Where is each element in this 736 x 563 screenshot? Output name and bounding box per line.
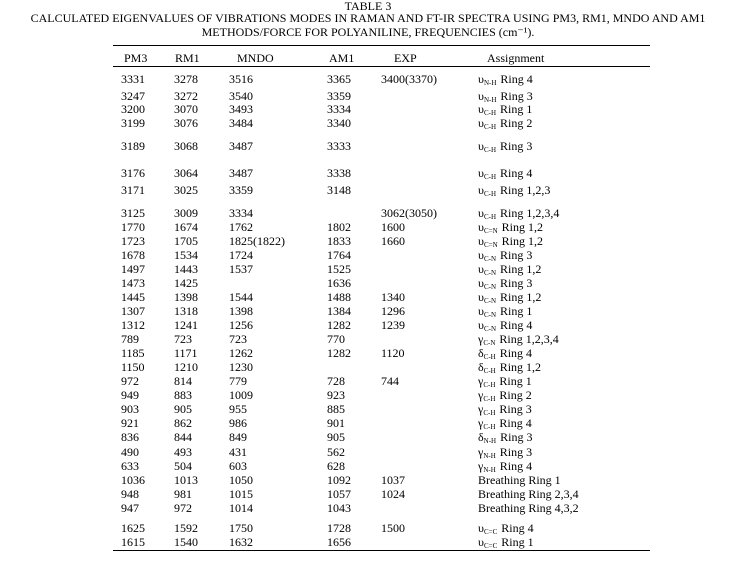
am1-value: 3148 xyxy=(327,183,351,197)
table-row xyxy=(0,417,736,429)
mndo-value: 1015 xyxy=(229,487,253,501)
mode-symbol: γ xyxy=(478,416,484,430)
pm3-value: 921 xyxy=(121,416,139,430)
am1-value: 728 xyxy=(327,374,345,388)
table-row xyxy=(0,277,736,289)
bond-subscript: C-N xyxy=(483,325,497,333)
assignment xyxy=(478,488,579,500)
am1-value: 1764 xyxy=(327,248,351,262)
rm1-value: 981 xyxy=(174,487,192,501)
mode-symbol: υ xyxy=(478,290,484,304)
mndo-value: 1544 xyxy=(229,290,253,304)
pm3-value: 633 xyxy=(121,459,139,473)
mndo-value: 1825(1822) xyxy=(229,234,285,248)
pm3-value: 3331 xyxy=(121,72,145,86)
header-mndo: MNDO xyxy=(237,51,274,65)
rm1-value: 3272 xyxy=(174,89,198,103)
pm3-value: 3171 xyxy=(121,183,145,197)
mode-symbol: υ xyxy=(478,304,484,318)
mode-symbol: γ xyxy=(478,374,484,388)
am1-value: 1282 xyxy=(327,318,351,332)
ring-label: Ring 3 xyxy=(499,402,532,416)
assignment xyxy=(478,140,532,156)
mndo-value: 603 xyxy=(229,459,247,473)
rm1-value: 1534 xyxy=(174,248,198,262)
table-title-line2: METHODS/FORCE FOR POLYANILINE, FREQUENCIES (cm⁻¹). xyxy=(201,25,535,39)
rm1-value: 1592 xyxy=(174,521,198,535)
pm3-value: 1036 xyxy=(121,473,145,487)
table-row xyxy=(0,347,736,359)
am1-value: 1488 xyxy=(327,290,351,304)
ring-label: Ring 2 xyxy=(499,388,532,402)
am1-value: 1656 xyxy=(327,535,351,549)
mndo-value: 1537 xyxy=(229,262,253,276)
mode-symbol: υ xyxy=(478,72,484,86)
mndo-value: 1014 xyxy=(229,501,253,515)
header-assignment: Assignment xyxy=(487,51,545,65)
mode-symbol: υ xyxy=(478,102,484,116)
pm3-value: 789 xyxy=(121,332,139,346)
pm3-value: 1497 xyxy=(121,262,145,276)
ring-label: Ring 3 xyxy=(500,248,533,262)
exp-value: 1500 xyxy=(381,521,405,535)
exp-value: 1037 xyxy=(381,473,405,487)
table-row xyxy=(0,90,736,102)
table-row xyxy=(0,522,736,534)
bond-subscript: N-H xyxy=(483,96,497,104)
rm1-value: 1013 xyxy=(174,473,198,487)
rm1-value: 862 xyxy=(174,416,192,430)
am1-value: 1092 xyxy=(327,473,351,487)
mndo-value: 3334 xyxy=(229,206,253,220)
ring-label: Ring 1 xyxy=(499,374,532,388)
bond-subscript: C=C xyxy=(483,542,498,550)
mndo-value: 1009 xyxy=(229,388,253,402)
bond-subscript: C-H xyxy=(483,109,497,117)
bond-subscript: C-N xyxy=(483,255,497,263)
rm1-value: 3278 xyxy=(174,72,198,86)
bond-subscript: C-H xyxy=(483,190,497,198)
table-row xyxy=(0,167,736,179)
ring-label: Ring 1,2 xyxy=(500,290,542,304)
rm1-value: 1210 xyxy=(174,360,198,374)
table-row xyxy=(0,263,736,275)
am1-value: 1636 xyxy=(327,276,351,290)
header-rm1: RM1 xyxy=(175,51,200,65)
mndo-value: 3484 xyxy=(229,116,253,130)
rm1-value: 3076 xyxy=(174,116,198,130)
ring-label: Ring 3 xyxy=(500,276,533,290)
am1-value: 1057 xyxy=(327,487,351,501)
ring-label: Ring 1,2,3,4 xyxy=(499,332,559,346)
mndo-value: 3359 xyxy=(229,183,253,197)
bond-subscript: N-H xyxy=(483,79,497,87)
am1-value: 923 xyxy=(327,388,345,402)
ring-label: Ring 1 xyxy=(501,535,534,549)
mndo-value: 1762 xyxy=(229,220,253,234)
ring-label: Ring 1,2 xyxy=(500,262,542,276)
pm3-value: 1678 xyxy=(121,248,145,262)
ring-label: Ring 1 xyxy=(500,304,533,318)
mode-symbol: υ xyxy=(478,89,484,103)
rm1-value: 905 xyxy=(174,402,192,416)
rm1-value: 1425 xyxy=(174,276,198,290)
ring-label: Ring 1,2,3,4 xyxy=(500,206,560,220)
ring-label: Ring 1,2 xyxy=(501,234,543,248)
bond-subscript: C-N xyxy=(483,297,497,305)
exp-value: 1340 xyxy=(381,290,405,304)
mode-symbol: υ xyxy=(478,262,484,276)
am1-value: 905 xyxy=(327,430,345,444)
table-row xyxy=(0,361,736,373)
rm1-value: 1674 xyxy=(174,220,198,234)
bond-subscript: C-H xyxy=(483,395,496,403)
pm3-value: 3199 xyxy=(121,116,145,130)
ring-label: Breathing Ring 2,3,4 xyxy=(478,487,579,501)
rm1-value: 3025 xyxy=(174,183,198,197)
mndo-value: 3540 xyxy=(229,89,253,103)
table-title-line1: CALCULATED EIGENVALUES OF VIBRATIONS MODES IN RAMAN AND FT-IR SPECTRA USING PM3, RM1, MNDO AND AM1 xyxy=(30,11,706,25)
mndo-value: 3493 xyxy=(229,102,253,116)
mode-symbol: δ xyxy=(478,360,484,374)
pm3-value: 1312 xyxy=(121,318,145,332)
am1-value: 1728 xyxy=(327,521,351,535)
bond-subscript: C-H xyxy=(483,423,496,431)
pm3-value: 972 xyxy=(121,374,139,388)
mode-symbol: υ xyxy=(478,183,484,197)
mode-symbol: δ xyxy=(478,430,484,444)
bond-subscript: C=N xyxy=(483,227,498,235)
rm1-value: 3068 xyxy=(174,139,198,153)
table-row xyxy=(0,488,736,500)
rm1-value: 493 xyxy=(174,445,192,459)
ring-label: Ring 1,2,3 xyxy=(500,183,551,197)
ring-label: Ring 4 xyxy=(500,166,533,180)
rm1-value: 814 xyxy=(174,374,192,388)
mode-symbol: υ xyxy=(478,234,484,248)
assignment xyxy=(478,167,532,183)
am1-value: 3338 xyxy=(327,166,351,180)
am1-value: 901 xyxy=(327,416,345,430)
mndo-value: 1632 xyxy=(229,535,253,549)
bond-subscript: N-H xyxy=(483,466,496,474)
mndo-value: 849 xyxy=(229,430,247,444)
mndo-value: 431 xyxy=(229,445,247,459)
mndo-value: 1262 xyxy=(229,346,253,360)
bond-subscript: C-H xyxy=(483,213,497,221)
am1-value: 1802 xyxy=(327,220,351,234)
ring-label: Ring 1 xyxy=(500,102,533,116)
rm1-value: 1705 xyxy=(174,234,198,248)
ring-label: Ring 3 xyxy=(499,445,533,459)
pm3-value: 1625 xyxy=(121,521,145,535)
am1-value: 770 xyxy=(327,332,345,346)
am1-value: 3333 xyxy=(327,139,351,153)
table-row xyxy=(0,305,736,317)
header-am1: AM1 xyxy=(329,51,355,65)
pm3-value: 3125 xyxy=(121,206,145,220)
mndo-value: 1724 xyxy=(229,248,253,262)
ring-label: Ring 4 xyxy=(499,459,533,473)
bond-subscript: N-H xyxy=(483,452,496,460)
bond-subscript: C-H xyxy=(483,381,496,389)
bond-subscript: C=C xyxy=(483,528,498,536)
mndo-value: 3487 xyxy=(229,139,253,153)
mndo-value: 3487 xyxy=(229,166,253,180)
header-pm3: PM3 xyxy=(124,51,148,65)
assignment xyxy=(478,502,579,514)
mndo-value: 1750 xyxy=(229,521,253,535)
table-row xyxy=(0,103,736,115)
bond-subscript: C-H xyxy=(483,173,497,181)
rm1-value: 1540 xyxy=(174,535,198,549)
bond-subscript: N-H xyxy=(483,437,497,445)
ring-label: Ring 4 xyxy=(499,416,532,430)
am1-value: 3340 xyxy=(327,116,351,130)
am1-value: 1043 xyxy=(327,501,351,515)
bond-subscript: C-H xyxy=(483,367,496,375)
bond-subscript: C-H xyxy=(483,353,496,361)
am1-value: 3359 xyxy=(327,89,351,103)
exp-value: 744 xyxy=(381,374,399,388)
pm3-value: 1723 xyxy=(121,234,145,248)
exp-value: 1296 xyxy=(381,304,405,318)
table-row xyxy=(0,536,736,548)
pm3-value: 3189 xyxy=(121,139,145,153)
mode-symbol: γ xyxy=(478,459,484,473)
bond-subscript: C-H xyxy=(483,123,497,131)
table-row xyxy=(0,221,736,233)
rm1-value: 1398 xyxy=(174,290,198,304)
ring-label: Ring 3 xyxy=(500,139,533,153)
mode-symbol: γ xyxy=(478,445,484,459)
am1-value: 628 xyxy=(327,459,345,473)
assignment xyxy=(478,536,534,552)
mndo-value: 779 xyxy=(229,374,247,388)
table-number: TABLE 3 xyxy=(344,0,392,13)
exp-value: 1660 xyxy=(381,234,405,248)
ring-label: Ring 3 xyxy=(500,89,533,103)
ring-label: Breathing Ring 1 xyxy=(478,473,561,487)
table-row xyxy=(0,319,736,331)
mode-symbol: γ xyxy=(478,388,484,402)
rm1-value: 723 xyxy=(174,332,192,346)
bottom-rule xyxy=(113,550,650,551)
rm1-value: 1318 xyxy=(174,304,198,318)
rm1-value: 1443 xyxy=(174,262,198,276)
am1-value: 3365 xyxy=(327,72,351,86)
pm3-value: 949 xyxy=(121,388,139,402)
mndo-value: 3516 xyxy=(229,72,253,86)
am1-value: 1282 xyxy=(327,346,351,360)
ring-label: Ring 2 xyxy=(500,116,533,130)
table-row xyxy=(0,249,736,261)
bond-subscript: C-N xyxy=(483,283,497,291)
mndo-value: 955 xyxy=(229,402,247,416)
table-row xyxy=(0,502,736,514)
pm3-value: 1185 xyxy=(121,346,145,360)
pm3-value: 1307 xyxy=(121,304,145,318)
exp-value: 3062(3050) xyxy=(381,206,437,220)
table-row xyxy=(0,403,736,415)
mode-symbol: γ xyxy=(478,402,484,416)
ring-label: Ring 4 xyxy=(501,521,534,535)
rm1-value: 504 xyxy=(174,459,192,473)
table-row xyxy=(0,375,736,387)
exp-value: 1024 xyxy=(381,487,405,501)
mode-symbol: υ xyxy=(478,318,484,332)
exp-value: 1600 xyxy=(381,220,405,234)
table-row xyxy=(0,474,736,486)
mndo-value: 1050 xyxy=(229,473,253,487)
mode-symbol: δ xyxy=(478,346,484,360)
bond-subscript: C-N xyxy=(483,269,497,277)
am1-value: 1525 xyxy=(327,262,351,276)
pm3-value: 1473 xyxy=(121,276,145,290)
table-row xyxy=(0,389,736,401)
ring-label: Ring 1,2 xyxy=(499,360,542,374)
exp-value: 3400(3370) xyxy=(381,72,437,86)
rm1-value: 844 xyxy=(174,430,192,444)
ring-label: Ring 3 xyxy=(500,430,533,444)
pm3-value: 1615 xyxy=(121,535,145,549)
table-row xyxy=(0,73,736,85)
am1-value: 885 xyxy=(327,402,345,416)
ring-label: Breathing Ring 4,3,2 xyxy=(478,501,579,515)
rm1-value: 972 xyxy=(174,501,192,515)
pm3-value: 3247 xyxy=(121,89,145,103)
bond-subscript: C=N xyxy=(483,241,498,249)
pm3-value: 903 xyxy=(121,402,139,416)
assignment xyxy=(478,474,561,486)
ring-label: Ring 4 xyxy=(499,346,533,360)
mode-symbol: υ xyxy=(478,276,484,290)
assignment xyxy=(478,73,533,89)
bond-subscript: C-N xyxy=(483,311,497,319)
assignment xyxy=(478,117,532,133)
mndo-value: 1256 xyxy=(229,318,253,332)
pm3-value: 836 xyxy=(121,430,139,444)
table-row xyxy=(0,291,736,303)
table-row xyxy=(0,460,736,472)
table-row xyxy=(0,333,736,345)
rm1-value: 883 xyxy=(174,388,192,402)
table-row xyxy=(0,184,736,196)
pm3-value: 1150 xyxy=(121,360,145,374)
am1-value: 1833 xyxy=(327,234,351,248)
mode-symbol: υ xyxy=(478,220,484,234)
table-row xyxy=(0,431,736,443)
table-row xyxy=(0,207,736,219)
mndo-value: 1230 xyxy=(229,360,253,374)
mode-symbol: υ xyxy=(478,248,484,262)
pm3-value: 3200 xyxy=(121,102,145,116)
bond-subscript: C-N xyxy=(483,339,496,347)
am1-value: 3334 xyxy=(327,102,351,116)
bond-subscript: C-H xyxy=(483,146,497,154)
pm3-value: 490 xyxy=(121,445,139,459)
bond-subscript: C-H xyxy=(483,409,496,417)
am1-value: 1384 xyxy=(327,304,351,318)
table-row xyxy=(0,446,736,458)
rm1-value: 3009 xyxy=(174,206,198,220)
mode-symbol: υ xyxy=(478,206,484,220)
rm1-value: 1241 xyxy=(174,318,198,332)
mode-symbol: υ xyxy=(478,116,484,130)
ring-label: Ring 4 xyxy=(500,318,533,332)
table-row xyxy=(0,140,736,152)
header-exp: EXP xyxy=(394,51,417,65)
mode-symbol: υ xyxy=(478,139,484,153)
rm1-value: 3070 xyxy=(174,102,198,116)
mode-symbol: υ xyxy=(478,535,484,549)
pm3-value: 1770 xyxy=(121,220,145,234)
table-row xyxy=(0,117,736,129)
exp-value: 1239 xyxy=(381,318,405,332)
assignment xyxy=(478,184,550,200)
pm3-value: 947 xyxy=(121,501,139,515)
mode-symbol: υ xyxy=(478,166,484,180)
pm3-value: 1445 xyxy=(121,290,145,304)
ring-label: Ring 4 xyxy=(500,72,533,86)
mndo-value: 723 xyxy=(229,332,247,346)
exp-value: 1120 xyxy=(381,346,405,360)
rm1-value: 1171 xyxy=(174,346,198,360)
mode-symbol: γ xyxy=(478,332,484,346)
rm1-value: 3064 xyxy=(174,166,198,180)
pm3-value: 3176 xyxy=(121,166,145,180)
mode-symbol: υ xyxy=(478,521,484,535)
header-rule xyxy=(113,66,650,67)
top-rule xyxy=(113,45,650,46)
ring-label: Ring 1,2 xyxy=(501,220,543,234)
am1-value: 562 xyxy=(327,445,345,459)
pm3-value: 948 xyxy=(121,487,139,501)
mndo-value: 986 xyxy=(229,416,247,430)
table-row xyxy=(0,235,736,247)
mndo-value: 1398 xyxy=(229,304,253,318)
